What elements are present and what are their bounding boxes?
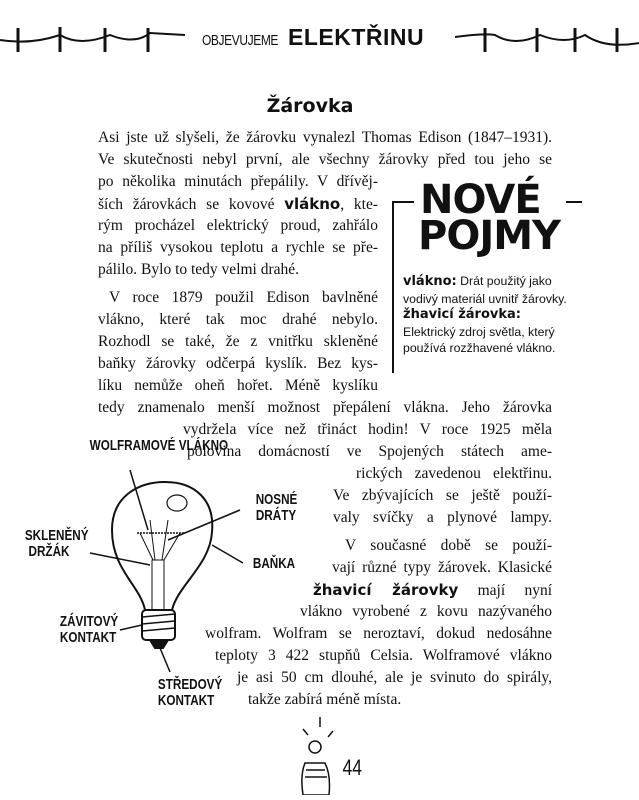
series-title-big: ELEKTŘINU <box>288 24 425 50</box>
text-segment: , kte- <box>340 196 378 213</box>
article-title: Žárovka <box>266 95 354 117</box>
new-terms-heading-1: NOVÉ <box>420 177 541 223</box>
text-segment: Rozhodl se také, že z vnitřku skleněné <box>98 333 378 350</box>
series-title-small: OBJEVUJEME <box>202 32 279 49</box>
text-segment: takže zabírá méně místa. <box>248 691 402 708</box>
text-segment: vají různé typy žárovek. Klasické <box>332 559 552 576</box>
text-segment: tedy znamenalo menší možnost přepálení vlákna. Jeho žárovka <box>98 399 552 416</box>
text-segment: rým procházel elektrický proud, zahřálo <box>98 217 378 234</box>
label-screw-contact: ZÁVITOVÝ KONTAKT <box>59 613 119 646</box>
label-bulb: BAŇKA <box>252 555 296 572</box>
text-segment: Ve zbývajících se ještě použí- <box>333 487 552 504</box>
text-segment: po několika minutách přepálily. V dřívěj- <box>98 173 378 190</box>
text-segment: teploty 3 422 stupňů Celsia. Wolframové vlákno <box>215 647 552 664</box>
page-number: 44 <box>342 755 363 780</box>
label-center-contact: STŘEDOVÝ KONTAKT <box>157 676 223 709</box>
text-segment: je asi 50 cm dlouhé, ale je svinuto do spirály, <box>237 669 552 686</box>
text-segment: Ve skutečnosti nebyl první, ale všechny žárovky před tou jeho se <box>98 151 552 168</box>
text-segment: V současné době se použí- <box>345 537 552 554</box>
text-segment: ších žárovkách se kovové <box>98 196 285 213</box>
new-terms-heading-2: POJMY <box>418 213 560 259</box>
text-segment: wolfram. Wolfram se neroztaví, dokud nedosáhne <box>205 625 552 642</box>
definition: Elektrický zdroj světla, který používá rozžhavené vlákno. <box>403 324 556 355</box>
text-segment: valy svíčky a plynové lampy. <box>333 509 552 526</box>
text-segment: polovina domácností ve Spojených státech ame- <box>187 443 552 460</box>
label-glass-mount: SKLENĚNÝ DRŽÁK <box>24 527 89 560</box>
text-segment: mají nyní <box>458 582 553 599</box>
bulb-icon <box>295 715 335 795</box>
text-segment: V roce 1879 použil Edison bavlněné <box>109 289 378 306</box>
term: vlákno: <box>403 274 457 289</box>
text-segment: pálilo. Bylo to tedy velmi drahé. <box>98 261 300 278</box>
bold-term: vlákno <box>284 195 341 213</box>
text-segment: vydržela více než třináct hodin! V roce 1925 měla <box>183 421 552 438</box>
text-segment: na příliš vysokou teplotu a rychle se pře- <box>98 239 378 256</box>
text-segment: rických zavedenou elektřinu. <box>356 465 552 482</box>
definition: Drát použitý jako vodivý materiál uvnitř žárovky. <box>403 274 567 306</box>
term: žhavicí žárovka: <box>403 307 521 322</box>
label-support-wires: NOSNÉ DRÁTY <box>255 491 298 524</box>
text-segment: líku nemůže oheň hořet. Méně kyslíku <box>98 377 378 394</box>
label-tungsten-filament: WOLFRAMOVÉ VLÁKNO <box>89 437 229 454</box>
text-segment: vlákno vyrobené z kovu nazývaného <box>300 603 552 620</box>
bold-term: žhavicí žárovky <box>313 581 459 599</box>
text-segment: baňky žárovky odčerpá kyslík. Bez kys- <box>98 355 378 372</box>
text-segment: Asi jste už slyšeli, že žárovku vynalezl Thomas Edison (1847–1931). <box>98 129 552 146</box>
text-segment: vlákno, které tak moc drahé nebylo. <box>98 311 378 328</box>
